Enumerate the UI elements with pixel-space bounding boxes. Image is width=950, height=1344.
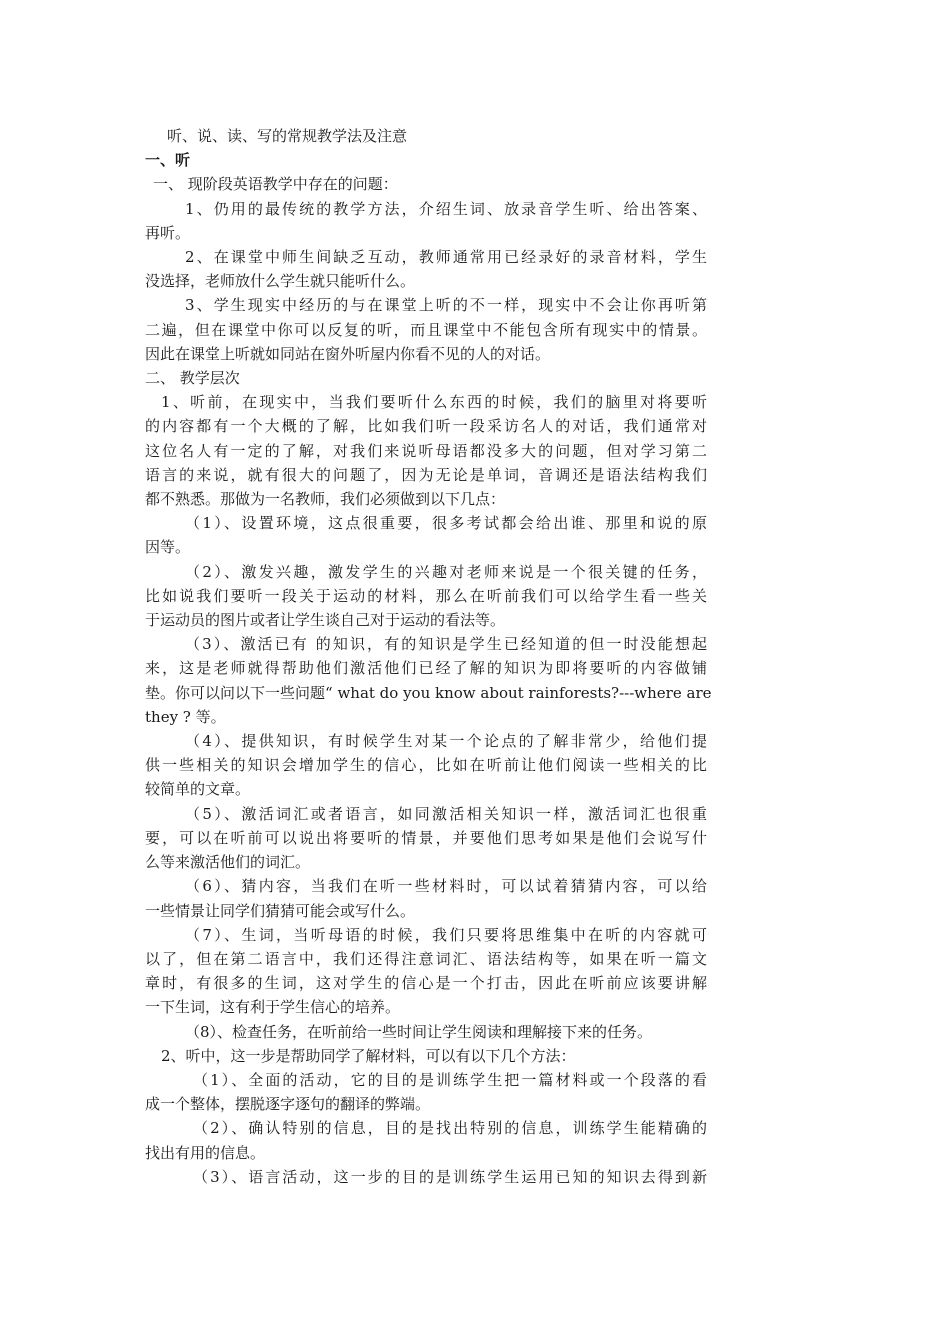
text-line: 2、在课堂中师生间缺乏互动，教师通常用已经录好的录音材料，学生 [185, 248, 707, 267]
text-line: 3、学生现实中经历的与在课堂上听的不一样，现实中不会让你再听第 [185, 296, 707, 315]
text-line: 比如说我们要听一段关于运动的材料，那么在听前我们可以给学生看一些关 [145, 586, 707, 605]
text-line: （5）、激活词汇或者语言，如同激活相关知识一样，激活词汇也很重 [185, 804, 707, 823]
text-line: 的内容都有一个大概的了解，比如我们听一段采访名人的对话，我们通常对 [145, 417, 707, 436]
text-line: 语言的来说，就有很大的问题了，因为无论是单词，音调还是语法结构我们 [145, 465, 707, 484]
text-line: 章时，有很多的生词，这对学生的信心是一个打击，因此在听前应该要讲解 [145, 974, 707, 993]
subsection-heading: 一、 现阶段英语教学中存在的问题： [153, 175, 398, 194]
text-line: 来，这是老师就得帮助他们激活他们已经了解的知识为即将要听的内容做铺 [145, 659, 707, 678]
text-line: 垫。你可以问以下一些问题“ what do you know about rainforests?---where are [145, 683, 712, 702]
text-line: 以了，但在第二语言中，我们还得注意词汇、语法结构等，如果在听一篇文 [145, 949, 707, 968]
text-line: 再听。 [145, 223, 191, 242]
text-line: 这位名人有一定的了解，对我们来说听母语都没多大的问题，但对学习第二 [145, 441, 707, 460]
text-line: 要，可以在听前可以说出将要听的情景，并要他们思考如果是他们会说写什 [145, 828, 707, 847]
text-line: 于运动员的图片或者让学生谈自己对于运动的看法等。 [145, 611, 506, 630]
text-line: 没选择，老师放什么学生就只能听什么。 [145, 272, 416, 291]
text-line: （3）、激活已有 的知识，有的知识是学生已经知道的但一时没能想起 [185, 635, 707, 654]
text-line: （8）、检查任务，在听前给一些时间让学生阅读和理解接下来的任务。 [185, 1022, 653, 1041]
text-line: 因等。 [145, 538, 191, 557]
text-line: 因此在课堂上听就如同站在窗外听屋内你看不见的人的对话。 [145, 344, 551, 363]
text-line: （1）、设置环境，这点很重要，很多考试都会给出谁、那里和说的原 [185, 514, 707, 533]
text-line: 1、听前，在现实中，当我们要听什么东西的时候，我们的脑里对将要听 [161, 393, 707, 412]
text-line: （4）、提供知识，有时候学生对某一个论点的了解非常少，给他们提 [185, 732, 707, 751]
text-line: （2）、激发兴趣，激发学生的兴趣对老师来说是一个很关键的任务， [185, 562, 707, 581]
text-line: 都不熟悉。那做为一名教师，我们必须做到以下几点： [145, 490, 506, 509]
text-line: 一下生词，这有利于学生信心的培养。 [145, 998, 401, 1017]
subsection-heading: 二、 教学层次 [145, 369, 240, 388]
text-line: （6）、猜内容，当我们在听一些材料时，可以试着猜猜内容，可以给 [185, 877, 707, 896]
text-line: 么等来激活他们的词汇。 [145, 853, 311, 872]
section-heading-listening: 一、听 [145, 151, 191, 170]
text-line: 二遍，但在课堂中你可以反复的听，而且课堂中不能包含所有现实中的情景。 [145, 320, 707, 339]
document-body [145, 124, 712, 1189]
text-line: 成一个整体，摆脱逐字逐句的翻译的弊端。 [145, 1095, 431, 1114]
text-line: （2）、确认特别的信息，目的是找出特别的信息，训练学生能精确的 [193, 1119, 707, 1138]
text-line: 找出有用的信息。 [145, 1143, 266, 1162]
document-title: 听、说、读、写的常规教学法及注意 [167, 127, 408, 145]
text-line: 2、听中，这一步是帮助同学了解材料，可以有以下几个方法： [161, 1046, 576, 1065]
text-line: they ? 等。 [145, 707, 226, 726]
text-line: 较简单的文章。 [145, 780, 251, 799]
text-line: （3）、语言活动，这一步的目的是训练学生运用已知的知识去得到新 [193, 1167, 707, 1186]
text-line: （7）、生词，当听母语的时候，我们只要将思维集中在听的内容就可 [185, 925, 707, 944]
text-line: 一些情景让同学们猜猜可能会或写什么。 [145, 901, 416, 920]
text-line: （1）、全面的活动，它的目的是训练学生把一篇材料或一个段落的看 [193, 1070, 707, 1089]
text-line: 1、仍用的最传统的教学方法，介绍生词、放录音学生听、给出答案、 [185, 199, 707, 218]
text-line: 供一些相关的知识会增加学生的信心，比如在听前让他们阅读一些相关的比 [145, 756, 707, 775]
